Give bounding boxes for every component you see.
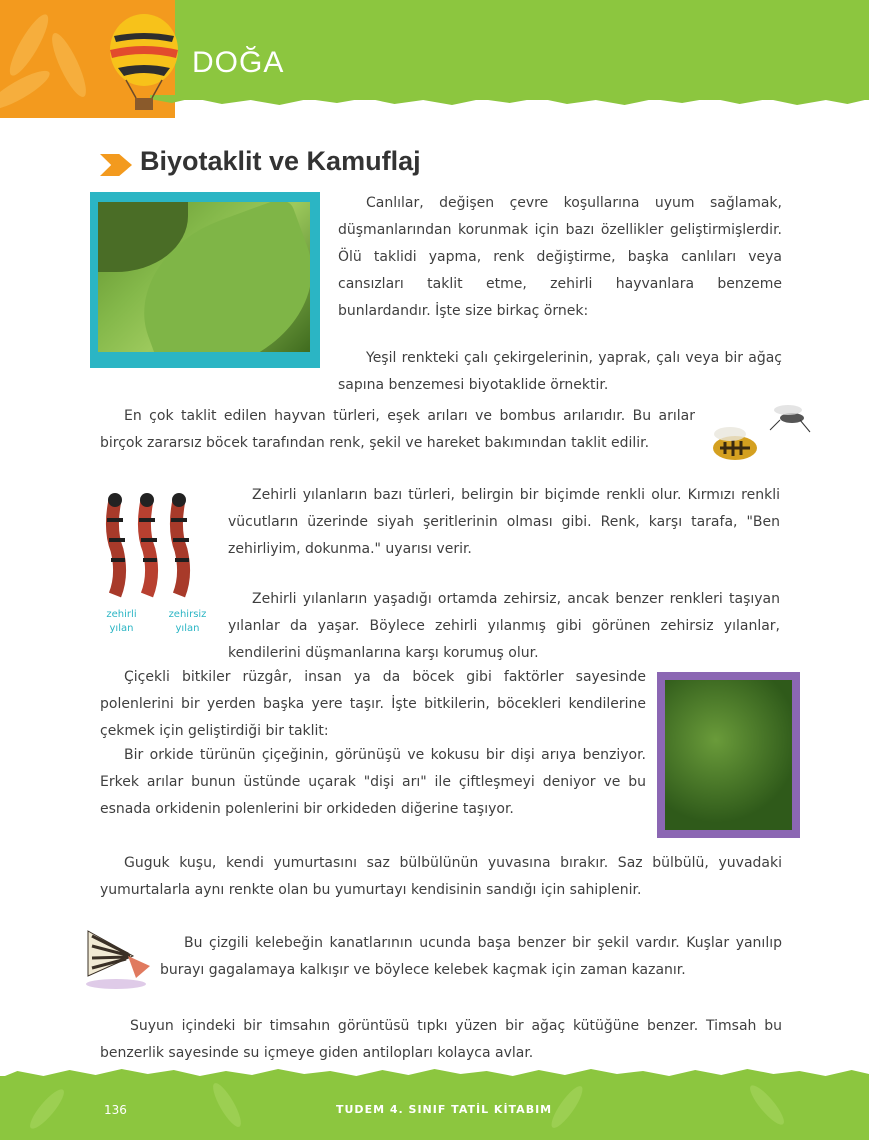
page-header — [0, 0, 869, 118]
snake-label-nonpoisonous: zehirsiz yılan — [168, 609, 207, 634]
leaf-insect-photo — [90, 192, 320, 368]
snakes-illustration — [95, 490, 215, 600]
paragraph-intro: Canlılar, değişen çevre koşullarına uyum sağlamak, düşmanlarından korunmak için bazı özellikler geliştirmişlerdir. Ölü taklidi yapma, renk değiştirme, başka canlıları veya cansızları taklit etme, zehirli hayvanlara benzeme bunlardandır. İşte size birkaç örnek: — [338, 195, 782, 319]
paragraph-nonpoisonous-snakes: Zehirli yılanların yaşadığı ortamda zehirsiz, ancak benzer renkleri taşıyan yılanlar da yaşar. Böylece zehirli yılanmış gibi görünen zehirsiz yılanlar, kendilerini düşmanlarına karşı korumuş olur. — [228, 591, 780, 661]
hot-air-balloon-icon — [104, 12, 184, 112]
arrow-icon — [100, 154, 132, 176]
orchid-photo — [657, 672, 800, 838]
paragraph-butterfly: Bu çizgili kelebeğin kanatlarının ucunda başa benzer bir şekil vardır. Kuşlar yanılıp burayı gagalamaya kalkışır ve böylece kelebek kaçmak için zaman kazanır. — [160, 935, 782, 978]
book-title: TUDEM 4. SINIF TATİL KİTABIM — [336, 1103, 553, 1116]
bee-fly-illustration — [700, 390, 820, 490]
section-title: DOĞA — [192, 46, 285, 79]
page-number: 136 — [104, 1103, 127, 1117]
snake-label-poisonous: zehirli yılan — [106, 609, 137, 634]
header-torn-edge — [150, 95, 869, 105]
butterfly-illustration — [78, 916, 158, 996]
article-title: Biyotaklit ve Kamuflaj — [140, 146, 421, 176]
page-footer — [0, 1076, 869, 1140]
paragraph-crocodile: Suyun içindeki bir timsahın görüntüsü tıpkı yüzen bir ağaç kütüğüne benzer. Timsah bu benzerlik sayesinde su içmeye giden antilopları kolayca avlar. — [100, 1018, 782, 1061]
paragraph-cuckoo: Guguk kuşu, kendi yumurtasını saz bülbülünün yuvasına bırakır. Saz bülbülü, yuvadaki yumurtalarla aynı renkte olan bu yumurtayı kendisinin sandığı için sahiplenir. — [100, 855, 782, 898]
paragraph-poisonous-snakes: Zehirli yılanların bazı türleri, belirgin bir biçimde renkli olur. Kırmızı renkli vücutların üzerinde siyah şeritlerinin olması gibi. Renk, karşı tarafa, "Ben zehirliyim, dokunma." uyarısı verir. — [228, 487, 780, 557]
paragraph-bees: En çok taklit edilen hayvan türleri, eşek arıları ve bombus arılarıdır. Bu arılar birçok zararsız böcek tarafından renk, şekil ve hareket bakımından taklit edilir. — [100, 408, 695, 451]
paragraph-grasshopper: Yeşil renkteki çalı çekirgelerinin, yaprak, çalı veya bir ağaç sapına benzemesi biyotaklide örnektir. — [338, 350, 782, 393]
footer-torn-edge — [0, 1068, 869, 1078]
paragraph-pollination: Çiçekli bitkiler rüzgâr, insan ya da böcek gibi faktörler sayesinde polenlerini bir yerden başka yere taşır. İşte bitkilerin, böcekleri kendilerine çekmek için geliştirdiği bir taklit: — [100, 669, 646, 739]
paragraph-orchid: Bir orkide türünün çiçeğinin, görünüşü ve kokusu bir dişi arıya benziyor. Erkek arılar bunun üstünde uçarak "dişi arı" ile çiftleşmeyi deniyor ve bu esnada orkidenin polenlerini bir orkideden diğerine taşıyor. — [100, 747, 646, 817]
